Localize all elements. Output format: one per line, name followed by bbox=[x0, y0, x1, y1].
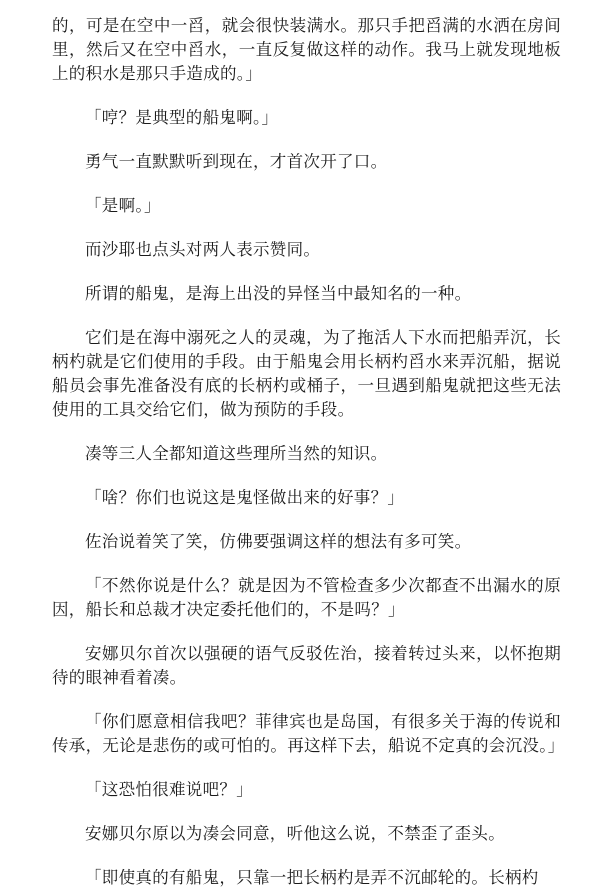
paragraph: 的，可是在空中一舀，就会很快装满水。那只手把舀满的水洒在房间里，然后又在空中舀水，一直反复做这样的动作。我马上就发现地板上的积水是那只手造成的。」 bbox=[52, 16, 561, 83]
paragraph: 安娜贝尔首次以强硬的语气反驳佐治，接着转过头来，以怀抱期待的眼神看着凑。 bbox=[52, 644, 561, 687]
paragraph: 凑等三人全都知道这些理所当然的知识。 bbox=[85, 444, 388, 463]
paragraph: 而沙耶也点头对两人表示赞同。 bbox=[85, 240, 321, 259]
paragraph: 佐治说着笑了笑，仿佛要强调这样的想法有多可笑。 bbox=[85, 532, 472, 551]
paragraph: 安娜贝尔原以为凑会同意，听他这么说，不禁歪了歪头。 bbox=[85, 824, 505, 843]
paragraph: 「这恐怕很难说吧？」 bbox=[85, 780, 253, 799]
paragraph: 「哼？是典型的船鬼啊。」 bbox=[85, 108, 279, 127]
paragraph: 所谓的船鬼，是海上出没的异怪当中最知名的一种。 bbox=[85, 284, 472, 303]
paragraph: 「是啊。」 bbox=[85, 196, 161, 215]
paragraph: 「即使真的有船鬼，只靠一把长柄杓是弄不沉邮轮的。长柄杓 bbox=[85, 868, 539, 887]
paragraph: 勇气一直默默听到现在，才首次开了口。 bbox=[85, 152, 388, 171]
paragraph: 「啥？你们也说这是鬼怪做出来的好事？」 bbox=[85, 488, 405, 507]
paragraph: 「不然你说是什么？就是因为不管检查多少次都查不出漏水的原因，船长和总裁才决定委托他们的，不是吗？」 bbox=[52, 576, 561, 619]
paragraph: 「你们愿意相信我吧？菲律宾也是岛国，有很多关于海的传说和传承，无论是悲伤的或可怕的。再这样下去，船说不定真的会沉没。」 bbox=[52, 712, 565, 755]
paragraph: 它们是在海中溺死之人的灵魂，为了拖活人下水而把船弄沉，长柄杓就是它们使用的手段。由于船鬼会用长柄杓舀水来弄沉船，据说船员会事先准备没有底的长柄杓或桶子，一旦遇到船鬼就把这些无法使用的工具交给它们，做为预防的手段。 bbox=[52, 328, 561, 419]
